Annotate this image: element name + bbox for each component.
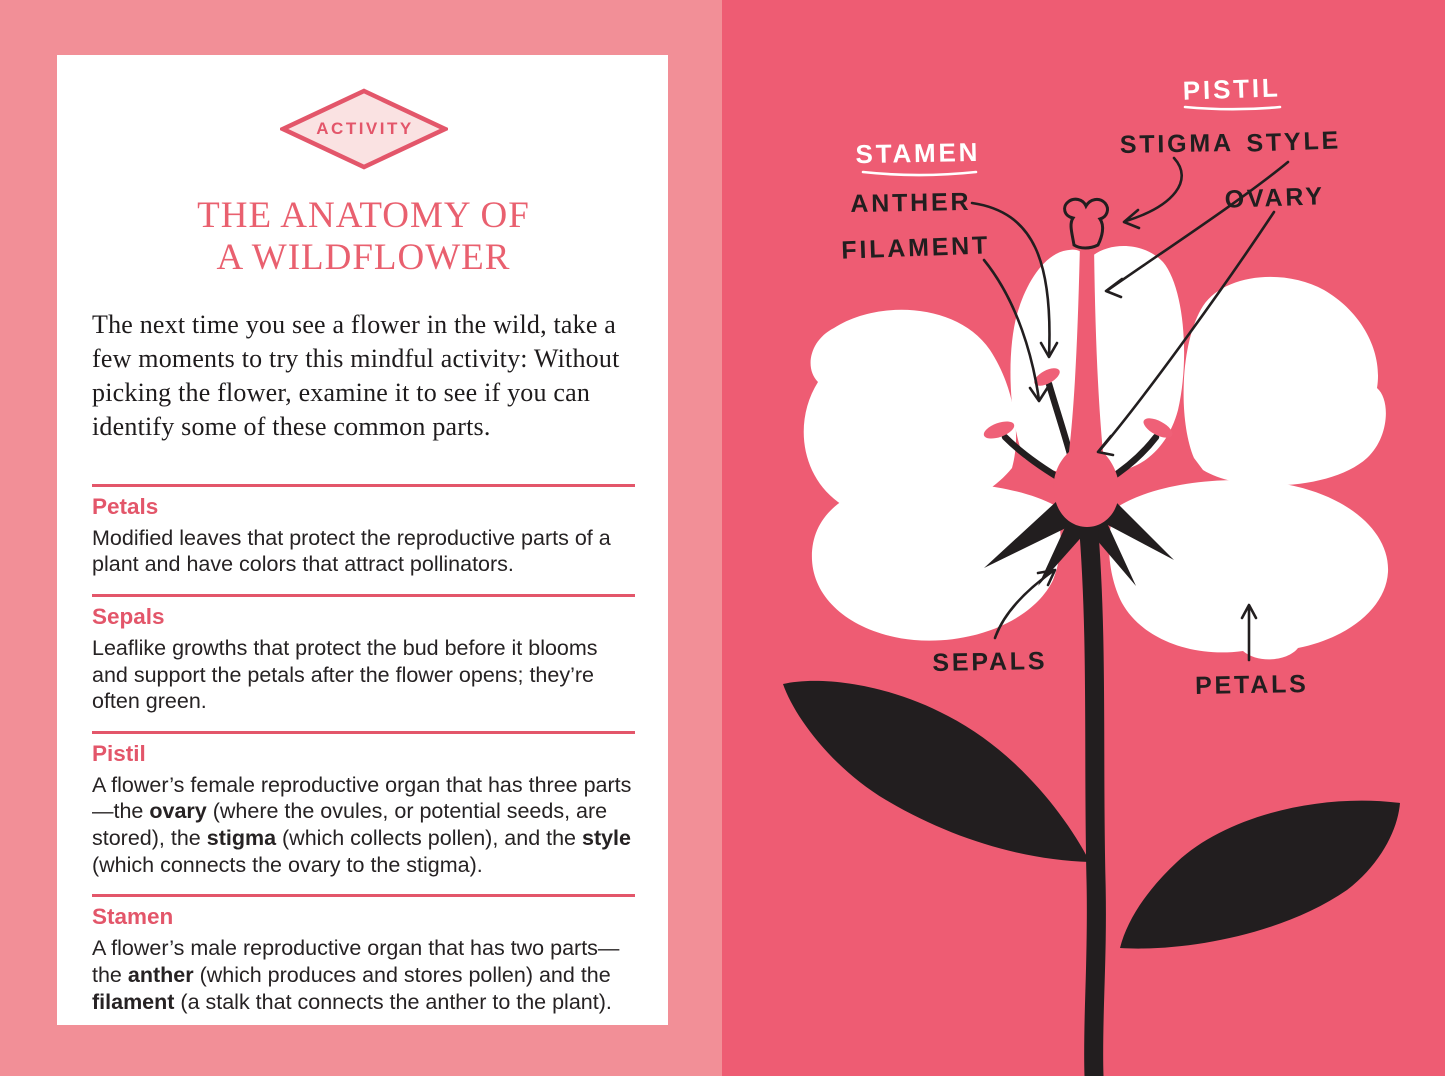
label-filament: FILAMENT <box>840 231 991 265</box>
section-title: Stamen <box>92 904 174 930</box>
label-pistil: PISTIL <box>1182 72 1282 106</box>
section-body <box>92 525 635 578</box>
leaf-right <box>1120 801 1400 949</box>
section-body-text: A flower’s male reproductive organ that has two parts—the <box>92 936 620 988</box>
label-style: STYLE <box>1245 126 1342 158</box>
section-body <box>92 635 635 715</box>
section-body <box>92 772 635 879</box>
petal-upper-right <box>1184 277 1386 486</box>
page-title-line2: A WILDFLOWER <box>216 237 511 279</box>
label-petals: PETALS <box>1194 670 1309 700</box>
section-body <box>92 935 635 1015</box>
activity-card <box>57 55 668 1025</box>
section-body-text: A flower’s female reproductive organ that has three parts—the <box>92 772 632 824</box>
intro-paragraph: The next time you see a flower in the wild, take a few moments to try this mindful activity: Without picking the flower, examine it to see if you can identify some of these common parts. <box>92 310 620 441</box>
section-title: Sepals <box>92 603 165 629</box>
sections <box>92 484 635 1016</box>
right-page <box>722 0 1445 1076</box>
wildflower-diagram <box>722 0 1445 1076</box>
label-anther: ANTHER <box>850 187 972 219</box>
section-body-text: Leaflike growths that protect the bud before it blooms and support the petals after the flower opens; they’re often green. <box>92 635 598 714</box>
petal-lower-left <box>812 482 1061 641</box>
section-term: filament <box>92 989 175 1014</box>
section-body-text: Modified leaves that protect the reproductive parts of a plant and have colors that attract pollinators. <box>92 525 611 577</box>
label-stamen: STAMEN <box>855 136 981 170</box>
label-ovary: OVARY <box>1224 182 1326 214</box>
definition-section <box>92 594 635 715</box>
stem <box>1088 520 1096 1076</box>
label-stigma: STIGMA <box>1119 129 1235 159</box>
pistil-underline <box>1185 107 1280 109</box>
section-body-text: (where the ovules, or potential seeds, are stored), the <box>92 799 608 851</box>
section-term: anther <box>127 963 194 988</box>
activity-badge-label: ACTIVITY <box>316 119 414 138</box>
definition-section <box>92 484 635 578</box>
stigma <box>1065 199 1108 248</box>
definition-section <box>92 894 635 1015</box>
section-title: Petals <box>92 493 159 519</box>
activity-badge <box>280 88 448 170</box>
section-term: style <box>581 826 631 851</box>
section-body-text: (which connects the ovary to the stigma). <box>92 852 483 877</box>
section-term: ovary <box>149 799 207 824</box>
page-title <box>92 195 635 279</box>
section-body-text: (which collects pollen), and the <box>276 826 582 851</box>
label-sepals: SEPALS <box>932 647 1048 678</box>
section-title: Pistil <box>92 740 146 766</box>
section-term: stigma <box>206 826 277 851</box>
leaf-left <box>783 681 1090 862</box>
page-title-line1: THE ANATOMY OF <box>197 195 530 236</box>
definition-section <box>92 731 635 879</box>
stamen-underline <box>863 172 976 175</box>
section-body-text: (which produces and stores pollen) and the <box>193 963 611 988</box>
stigma-arrow <box>1124 158 1182 228</box>
section-body-text: (a stalk that connects the anther to the plant). <box>174 989 612 1014</box>
left-page <box>0 0 722 1076</box>
